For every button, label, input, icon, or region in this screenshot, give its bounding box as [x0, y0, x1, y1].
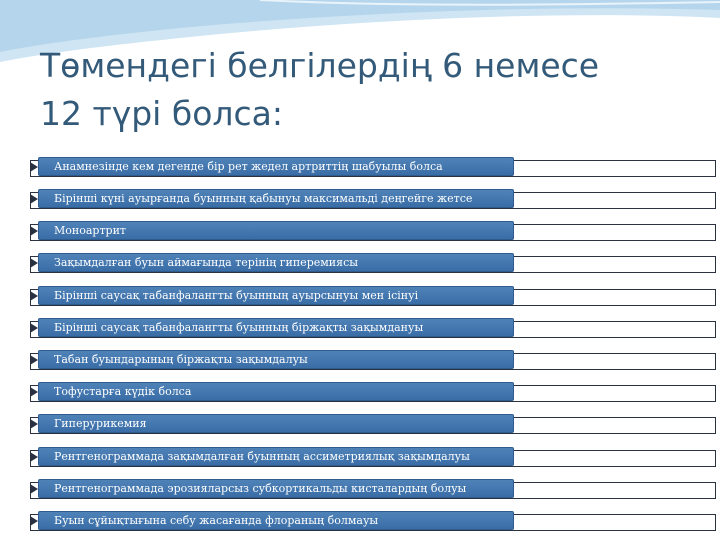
list-item	[0, 511, 720, 533]
list-item-label: Рентгенограммада зақымдалған буынның ассиметриялық зақымдалуы	[54, 450, 470, 463]
list-item-label: Анамнезінде кем дегенде бір рет жедел артриттің шабуылы болса	[54, 160, 443, 173]
list-item-label: Рентгенограммада эрозиялаpсыз субкортикальды кисталардың болуы	[54, 482, 467, 495]
list-item-label: Табан буындарының біржақты зақымдалуы	[54, 353, 308, 366]
title-line-1: Төмендегі белгілердің 6 немесе	[40, 46, 600, 85]
list-item-label: Гиперурикемия	[54, 417, 147, 430]
bullet-arrow-icon	[30, 419, 38, 429]
list-item-label: Бірінші саусақ табанфалангты буынның біржақты зақымдануы	[54, 321, 424, 334]
list-item	[0, 221, 720, 243]
bullet-arrow-icon	[30, 323, 38, 333]
list-item-label: Моноартрит	[54, 224, 126, 237]
list-item	[0, 382, 720, 404]
list-item	[0, 350, 720, 372]
title-line-2: 12 түрі болса:	[40, 94, 283, 133]
list-item-label: Зақымдалған буын аймағында терінің гиперемиясы	[54, 256, 358, 269]
bullet-arrow-icon	[30, 226, 38, 236]
list-item-label: Бірінші күні ауырғанда буынның қабынуы максимальді деңгейге жетсе	[54, 192, 473, 205]
list-item	[0, 253, 720, 275]
list-item	[0, 479, 720, 501]
list-item	[0, 157, 720, 179]
bullet-arrow-icon	[30, 452, 38, 462]
bullet-arrow-icon	[30, 387, 38, 397]
list-item	[0, 189, 720, 211]
bullet-arrow-icon	[30, 194, 38, 204]
list-item	[0, 414, 720, 436]
bullet-arrow-icon	[30, 162, 38, 172]
bullet-arrow-icon	[30, 484, 38, 494]
list-item	[0, 447, 720, 469]
bullet-arrow-icon	[30, 258, 38, 268]
list-item	[0, 286, 720, 308]
list-item-label: Тофустарға күдік болса	[54, 385, 192, 398]
bullet-arrow-icon	[30, 516, 38, 526]
bullet-arrow-icon	[30, 355, 38, 365]
list-item-label: Бірінші саусақ табанфалангты буынның ауырсынуы мен ісінуі	[54, 289, 419, 302]
list-item-label: Буын сұйықтығына себу жасағанда флораның болмауы	[54, 514, 379, 527]
list-item	[0, 318, 720, 340]
bullet-arrow-icon	[30, 291, 38, 301]
